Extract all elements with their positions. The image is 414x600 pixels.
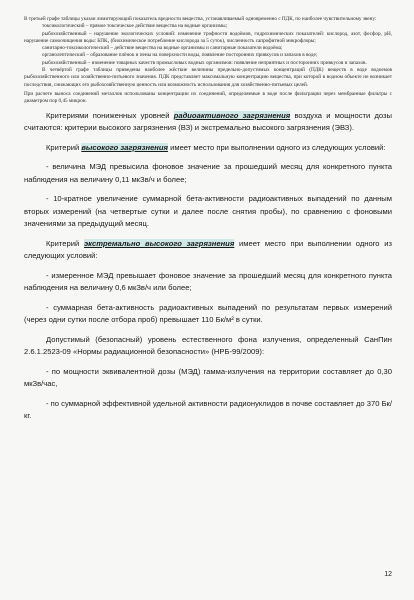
- paragraph-condition-3: - измеренное МЭД превышает фоновое значение за прошедший месяц для конкретного пункта наблюдения на величину 0,6 мкЗв/ч или более;: [24, 270, 392, 292]
- paragraph-med-limit: - по мощности эквивалентной дозы (МЭД) гамма-излучения на территории составляет до 0,30 мкЗв/час,: [24, 366, 392, 388]
- upper-paragraph: токсикологический – прямое токсическое действие вещества на водные организмы;: [42, 23, 228, 30]
- upper-paragraph: В третьей графе таблицы указан лимитирующий показатель вредности вещества, устанавливаемый одновременно с ПДК, по наиболее чувствительному звену:: [24, 16, 377, 22]
- paragraph-criteria: Критериями пониженных уровней радиоактивного загрязнения воздуха и мощности дозы считаются: критерии высокого загрязнения (ВЗ) и экстремально высокого загрязнения (ЭВЗ).: [24, 110, 392, 132]
- upper-paragraph: рыбохозяйственный – изменение товарных качеств промысловых водных организмов: появление неприятных и посторонних привкусов и запахов.: [42, 59, 367, 66]
- upper-paragraph: При расчете выноса соединений металлов использованы концентрации их соединений, определяемые в воде после фильтрации через мембранные фильтры с диаметром пор 0,45 микрон.: [24, 90, 392, 105]
- paragraph-condition-4: - суммарная бета-активность радиоактивных выпадений по результатам первых измерений (через одни сутки после отбора проб) превышает 110 Бк/м² в сутки.: [24, 302, 392, 324]
- paragraph-soil-limit: - по суммарной эффективной удельной активности радионуклидов в почве составляет до 370 Бк/кг.: [24, 398, 392, 420]
- paragraph-condition-1: - величина МЭД превысила фоновое значение за прошедший месяц для конкретного пункта наблюдения на величину 0,11 мкЗв/ч и более;: [24, 162, 392, 184]
- paragraph-condition-2: - 10-кратное увеличение суммарной бета-активности радиоактивных выпадений по данным вторых измерений (на четвертые сутки и далее после снятия пробы), по сравнению с фоновыми значениями за предыдущий месяц.: [24, 194, 392, 228]
- highlight-extreme: экстремально высокого загрязнения: [83, 238, 235, 248]
- upper-text-block: [24, 16, 392, 106]
- upper-paragraph: органолептический – образование плёнок и пены на поверхности воды, появление посторонних привкусов и запахов в воде;: [42, 52, 318, 59]
- upper-paragraph: В четвёртой графе таблицы приведены наиболее жёсткие величины предельно-допустимых концентраций (ПДК) веществ в воде водоемов рыбохозяйственного или хозяйственно-питьевого значения. ПДК представляет максимальную концентрацию вещества, при которой в водном объекте не возникает последствия, снижающих его рыбохозяйственную ценность или возможность использования для хозяйственно-питьевых целей.: [24, 67, 392, 88]
- page-number: 12: [384, 571, 392, 578]
- paragraph-high-criterion: Критерий высокого загрязнения имеет место при выполнении одного из следующих условий:: [46, 142, 386, 152]
- highlight-radioactive: радиоактивного загрязнения: [173, 110, 291, 120]
- upper-paragraph: санитарно-токсикологический – действие вещества на водные организмы и санитарные показатели водоёма;: [42, 45, 283, 52]
- upper-paragraph: рыбохозяйственный – нарушение экологических условий: изменение трофности водоёмов, гидрохимических показателей: кислород, азот, фосфор, pH, нарушение самоочищения воды: БПК₅ (биохимическое потребление кислорода за 5 суток), численность сапрофитной микрофлоры;: [24, 30, 392, 44]
- paragraph-extreme-criterion: Критерий экстремально высокого загрязнения имеет место при выполнении одного из следующих условий:: [24, 238, 392, 260]
- paragraph-permissible-level: Допустимый (безопасный) уровень естественного фона излучения, определенный СанПин 2.6.1.2523-09 «Нормы радиационной безопасности» (НРБ-99/2009):: [24, 334, 392, 356]
- highlight-high: высокого загрязнения: [81, 142, 169, 152]
- lower-text-block: [24, 110, 392, 423]
